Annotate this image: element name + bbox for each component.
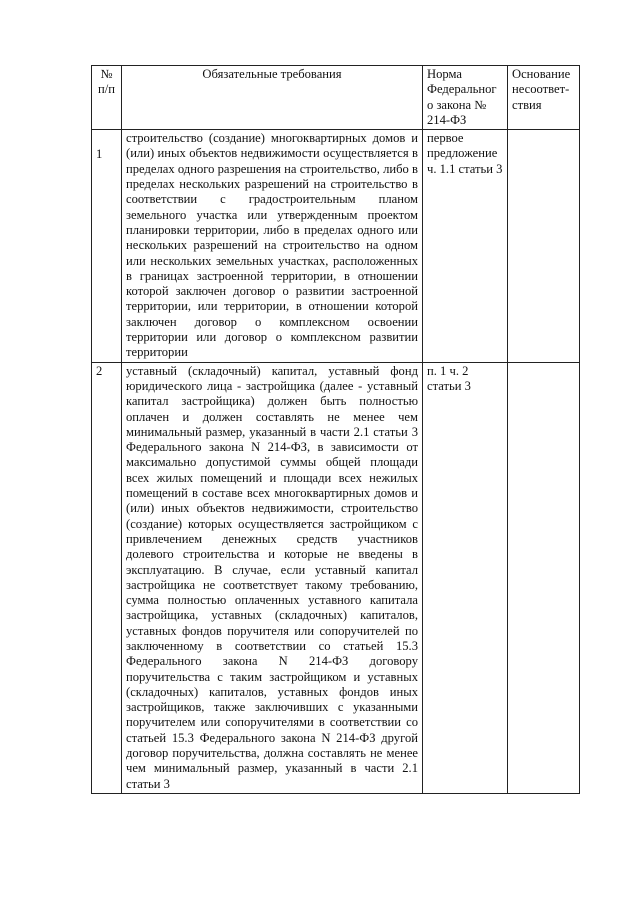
row-basis (508, 362, 580, 793)
row-num: 1 (92, 130, 122, 362)
row-num: 2 (92, 362, 122, 793)
row-requirement: уставный (складочный) капитал, уставный фонд юридического лица - застройщика (далее - уставный капитал застройщика) должен быть полностью оплачен и должен составлять не менее чем минимальный размер, указанный в части 2.1 статьи 3 Федерального закона N 214-ФЗ, в зависимости от максимально допустимой суммы общей площади всех жилых помещений и площади всех нежилых помещений в составе всех многоквартирных домов и (или) иных объектов недвижимости, строительство (создание) которых осуществляется застройщиком с привлечением денежных средств участников долевого строительства и которые не введены в эксплуатацию. В случае, если уставный капитал застройщика не соответствует такому требованию, сумма полностью оплаченных уставного капитала застройщика, уставных (складочных) капиталов, уставных фондов поручителя или сопоручителей по заключенному в соответствии со статьей 15.3 Федерального закона N 214-ФЗ договору поручительства с таким застройщиком и уставных (складочных) капиталов, уставных фондов иных застройщиков, также заключивших с указанными поручителем или сопоручителями в соответствии со статьей 15.3 Федерального закона N 214-ФЗ другой договор поручительства, должна составлять не менее чем минимальный размер, указанный в части 2.1 статьи 3 (122, 362, 423, 793)
row-basis (508, 130, 580, 362)
row-requirement: строительство (создание) многоквартирных домов и (или) иных объектов недвижимости осуществляется в пределах одного разрешения на строительство, либо в пределах нескольких разрешений на строительство в соответствии с градостроительным планом земельного участка или утвержденным проектом планировки территории, либо в пределах одного или нескольких разрешений на строительство на одном или нескольких земельных участках, расположенных в границах застроенной территории, в отношении которой заключен договор о развитии застроенной территории, или территории, в отношении которой заключен договор о комплексном освоении территории или договор о комплексном развитии территории (122, 130, 423, 362)
row-norm: первое предложение ч. 1.1 статьи 3 (423, 130, 508, 362)
table-header-row (92, 66, 580, 130)
header-norm: Норма Федеральног о закона № 214-ФЗ (423, 66, 508, 130)
table-row (92, 130, 580, 362)
header-requirements: Обязательные требования (122, 66, 423, 130)
header-basis: Основание несоответ-ствия (508, 66, 580, 130)
header-num: № п/п (92, 66, 122, 130)
table-row (92, 362, 580, 793)
requirements-table (91, 65, 580, 794)
row-norm: п. 1 ч. 2 статьи 3 (423, 362, 508, 793)
